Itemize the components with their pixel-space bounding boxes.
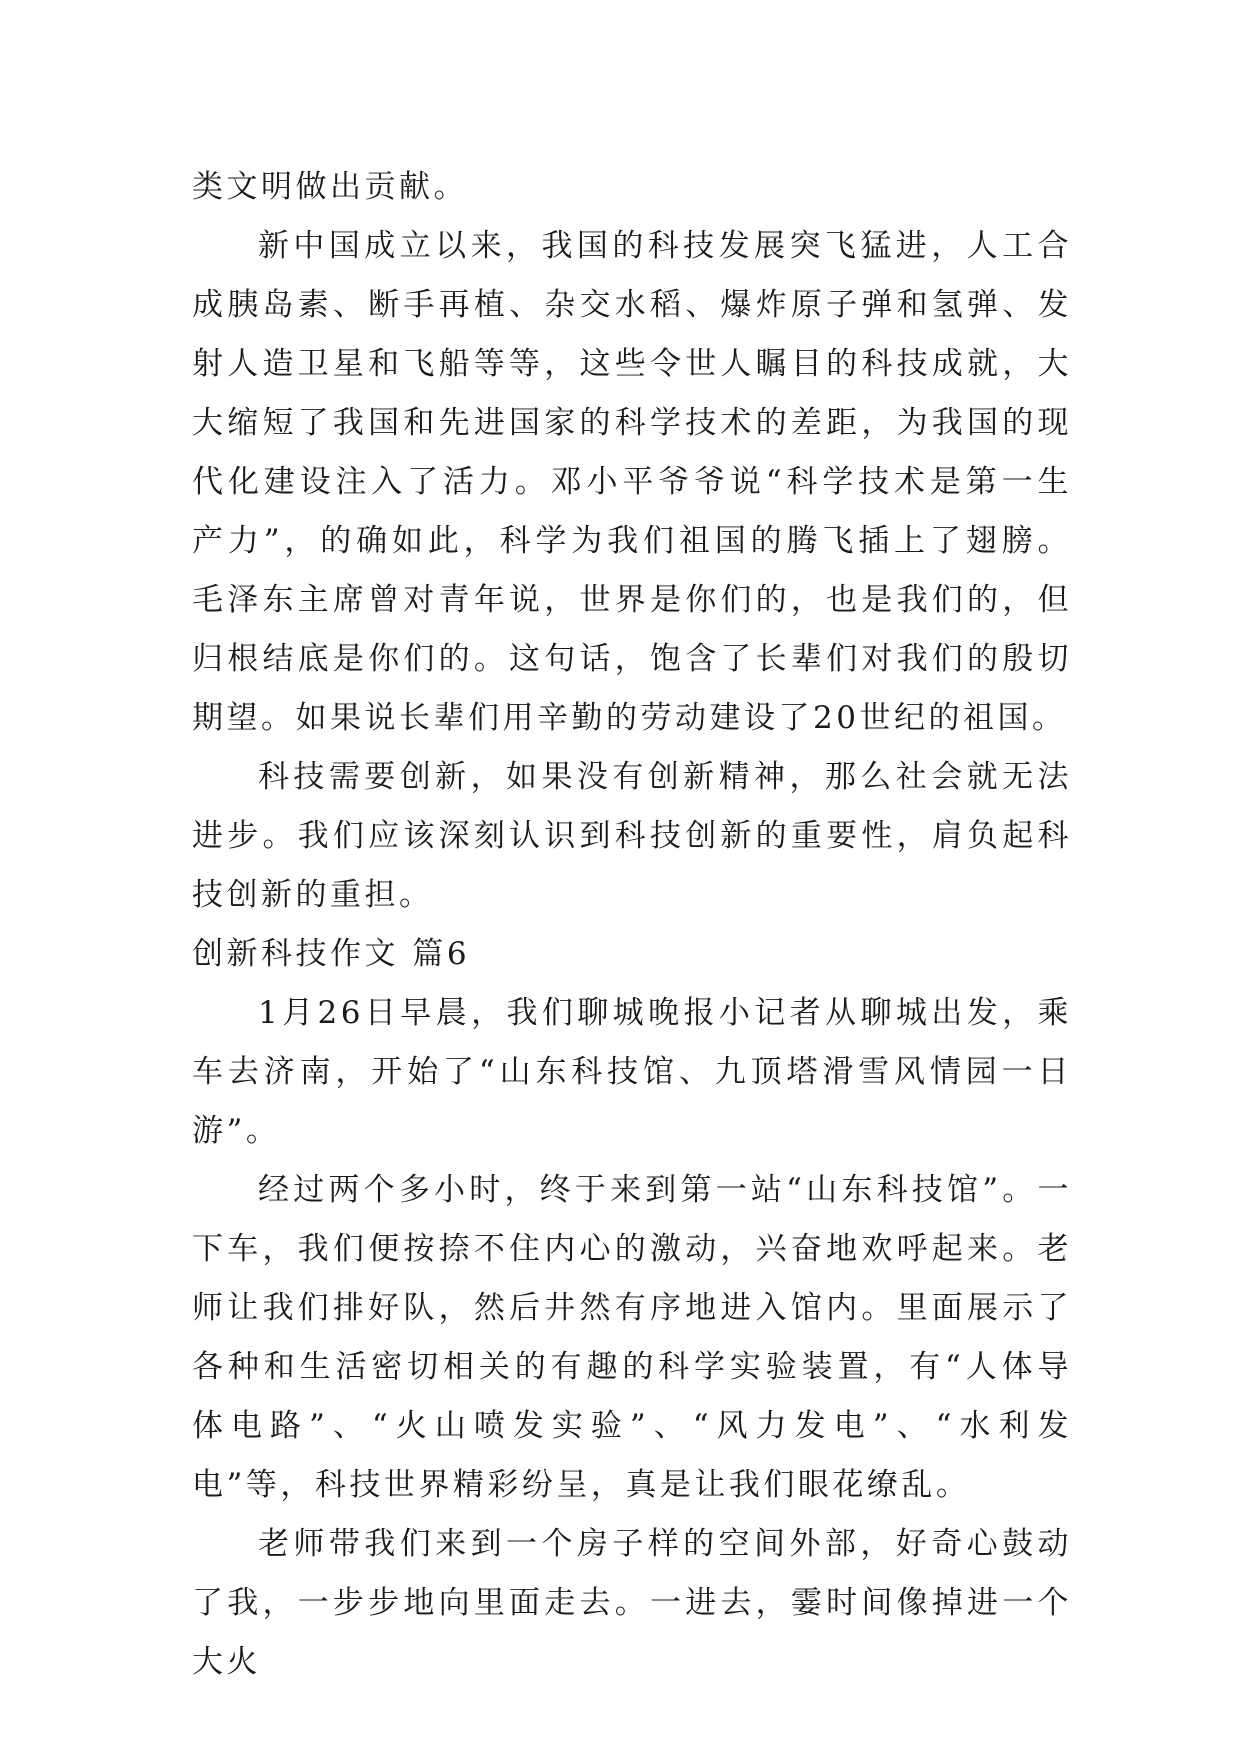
paragraph-4: 1月26日早晨，我们聊城晚报小记者从聊城出发，乘车去济南，开始了“山东科技馆、九顶塔滑雪风情园一日游”。	[192, 995, 1072, 1149]
paragraph-2: 新中国成立以来，我国的科技发展突飞猛进，人工合成胰岛素、断手再植、杂交水稻、爆炸原子弹和氢弹、发射人造卫星和飞船等等，这些令世人瞩目的科技成就，大大缩短了我国和先进国家的科学技术的差距，为我国的现代化建设注入了活力。邓小平爷爷说“科学技术是第一生产力”，的确如此，科学为我们祖国的腾飞插上了翅膀。毛泽东主席曾对青年说，世界是你们的，也是我们的，但归根结底是你们的。这句话，饱含了长辈们对我们的殷切期望。如果说长辈们用辛勤的劳动建设了20世纪的祖国。	[192, 228, 1072, 736]
paragraph-5: 经过两个多小时，终于来到第一站“山东科技馆”。一下车，我们便按捺不住内心的激动，兴奋地欢呼起来。老师让我们排好队，然后井然有序地进入馆内。里面展示了各种和生活密切相关的有趣的科学实验装置，有“人体导体电路”、“火山喷发实验”、“风力发电”、“水利发电”等，科技世界精彩纷呈，真是让我们眼花缭乱。	[192, 1172, 1072, 1503]
document-body	[192, 158, 1072, 1692]
section-heading: 创新科技作文 篇6	[192, 936, 471, 972]
paragraph-3: 科技需要创新，如果没有创新精神，那么社会就无法进步。我们应该深刻认识到科技创新的重要性，肩负起科技创新的重担。	[192, 759, 1072, 913]
paragraph-6: 老师带我们来到一个房子样的空间外部，好奇心鼓动了我，一步步地向里面走去。一进去，霎时间像掉进一个大火	[192, 1526, 1072, 1680]
paragraph-1: 类文明做出贡献。	[192, 169, 468, 205]
